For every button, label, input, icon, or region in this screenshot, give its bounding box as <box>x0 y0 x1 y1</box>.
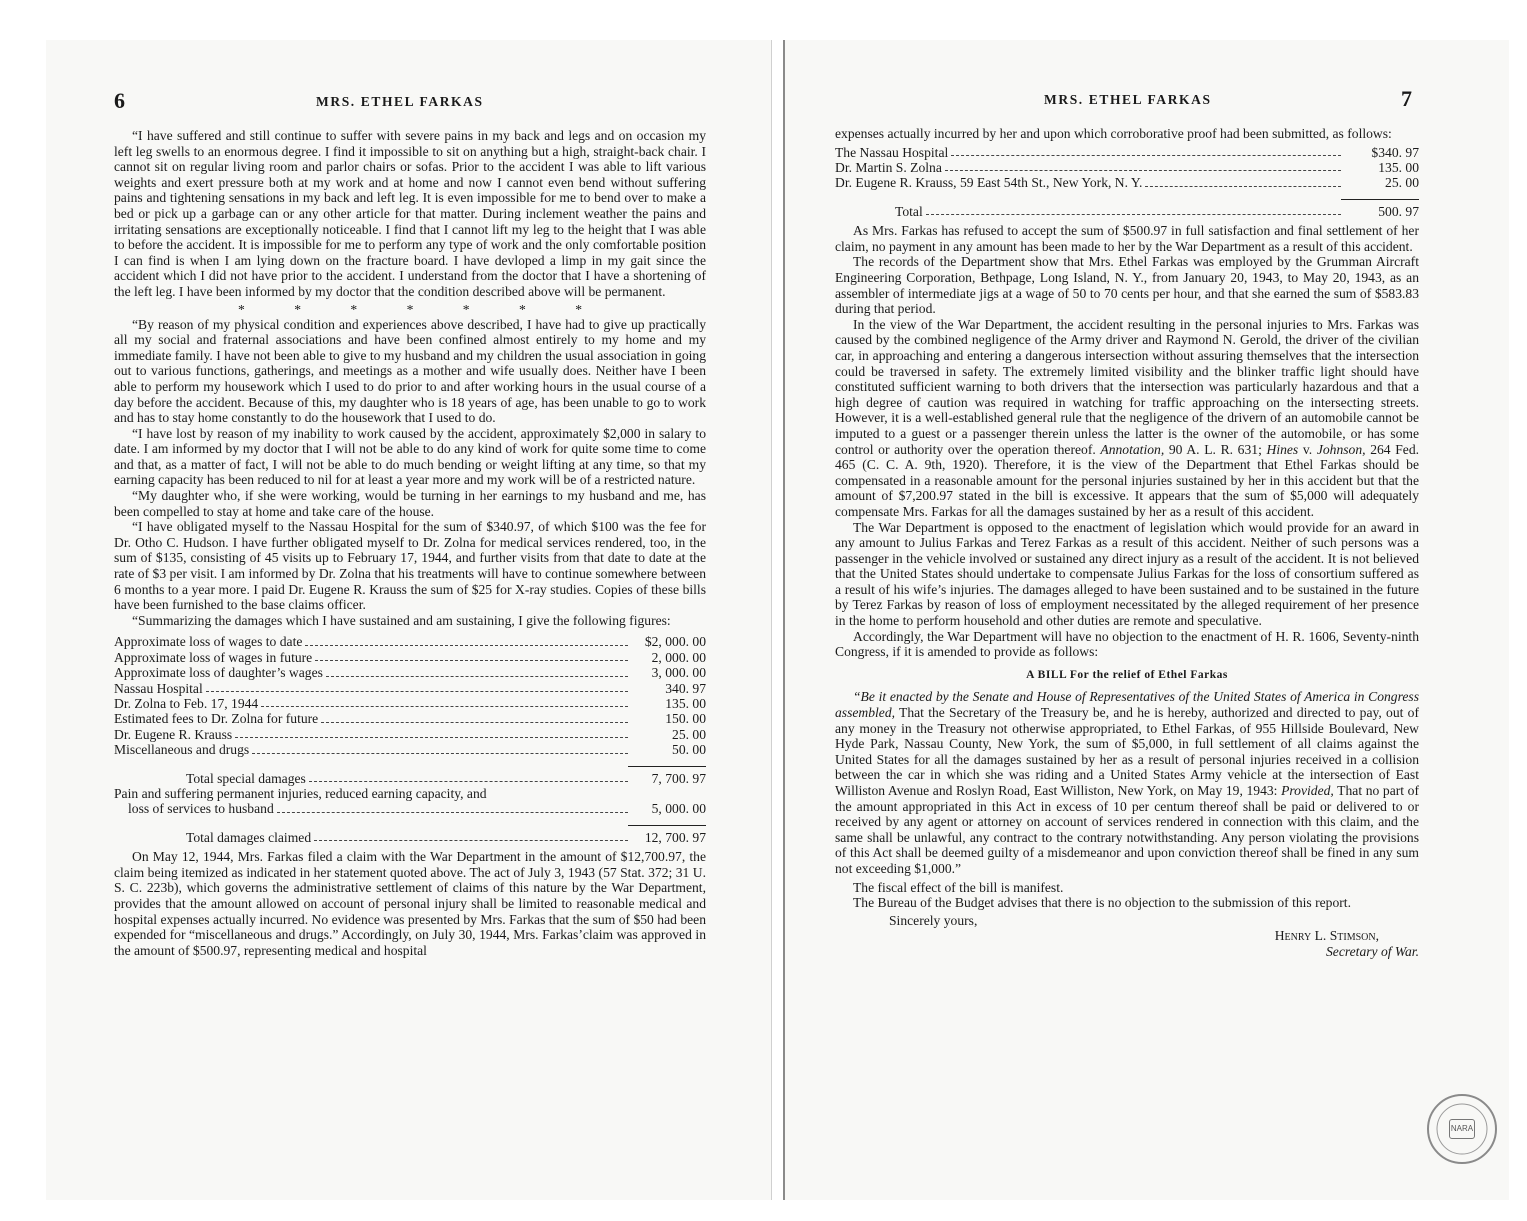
left-paragraphs-b <box>114 317 706 629</box>
damages-row <box>114 650 706 665</box>
expenses-amount: $340. 97 <box>1371 144 1419 160</box>
expenses-amount: 25. 00 <box>1385 175 1419 191</box>
text-run: That no part of the amount appropriated in this Act in excess of 10 per centum thereof shall be paid or delivered to or received by any agent or attorney on account of services rendered in connection with this claim, and the same shall be unlawful, any contract to the contrary notwithstanding. Any person violating the provisions of this Act shall be deemed guilty of a misdemeanor and upon conviction thereof shall be fined in any sum not exceeding $1,000.” <box>835 783 1420 876</box>
expenses-total-row <box>835 199 1419 219</box>
expenses-row <box>835 145 1419 160</box>
expenses-total-label: Total <box>895 203 923 219</box>
paragraph: On May 12, 1944, Mrs. Farkas filed a claim with the War Department in the amount of $12,700.97, the claim being itemized as indicated in her statement quoted above. The act of July 3, 1943 (57 Stat. 372; 31 U. S. C. 223b), which governs the administrative settlement of claims of this nature by the War Department, provides that the amount allowed on account of personal injury shall be limited to reasonable medical and hospital expenses actually incurred. No evidence was presented by Mrs. Farkas that the sum of $50 had been expended for “miscellaneous and drugs.” Accordingly, on July 30, 1944, Mrs. Farkas’claim was approved in the amount of $500.97, representing medical and hospital <box>114 849 706 958</box>
damages-amount: 135. 00 <box>665 696 706 712</box>
damages-amount: $2, 000. 00 <box>644 634 706 650</box>
damages-label: Dr. Zolna to Feb. 17, 1944 <box>114 696 259 712</box>
paragraph: As Mrs. Farkas has refused to accept the sum of $500.97 in full satisfaction and final settlement of her claim, no payment in any amount has been made to her by the War Department as a result of this accident. <box>835 223 1419 254</box>
paragraph: “My daughter who, if she were working, would be turning in her earnings to my husband and me, has been compelled to stay at home and take care of the house. <box>114 488 706 519</box>
paragraph: The fiscal effect of the bill is manifest. <box>853 879 1064 895</box>
total-special-row <box>114 766 706 786</box>
book-gutter <box>772 40 783 1200</box>
damages-amount: 50. 00 <box>672 742 706 758</box>
paragraph: Accordingly, the War Department will have no objection to the enactment of H. R. 1606, Seventy-ninth Congress, if it is amended to provide as follows: <box>835 628 1419 660</box>
paragraph: The records of the Department show that Mrs. Ethel Farkas was employed by the Grumman Aircraft Engineering Corporation, Bethpage, Long Island, N. Y., from January 20, 1943, to May 20, 1943, as an assembler of intermediate jigs at a wage of 50 to 70 cents per hour, and that she earned the sum of $583.83 during that period. <box>835 254 1419 317</box>
damages-label: Nassau Hospital <box>114 680 203 696</box>
right-paragraphs-c <box>835 880 1419 911</box>
paragraph: expenses actually incurred by her and upon which corroborative proof had been submitted, as follows: <box>835 126 1392 141</box>
damages-row <box>114 634 706 649</box>
total-special-label: Total special damages <box>186 770 306 786</box>
damages-label: Approximate loss of daughter’s wages <box>114 665 323 681</box>
page-number-left: 6 <box>114 88 125 113</box>
expenses-label: Dr. Martin S. Zolna <box>835 160 942 175</box>
damages-row <box>114 742 706 757</box>
library-stamp <box>1427 1094 1497 1164</box>
text-run: That the Secretary of the Treasury be, and he is hereby, authorized and directed to pay, out of any money in the Treasury not otherwise appropriated, to Ethel Farkas, of 955 Hillside Boulevard, New Hyde Park, Nassau County, New York, the sum of $5,000, in full settlement of all claims against the United States for all the damages sustained by her as a result of personal injuries received in a collision between the car in which she was riding and a United States Army vehicle at the intersection of East Williston Avenue and Roslyn Road, East Williston, New York, on May 19, 1943: <box>835 705 1419 798</box>
expenses-row <box>835 175 1419 190</box>
damages-amount: 340. 97 <box>665 680 706 696</box>
right-paragraphs-b <box>835 520 1419 660</box>
pain-label-2: loss of services to husband <box>128 801 274 817</box>
paragraph: The Bureau of the Budget advises that there is no objection to the submission of this report. <box>853 895 1351 911</box>
total-claimed-label: Total damages claimed <box>186 829 312 845</box>
negligence-paragraph <box>835 317 1419 520</box>
expenses-total-amount: 500. 97 <box>1341 199 1419 219</box>
paragraph: “I have lost by reason of my inability to work caused by the accident, approximately $2,000 in salary to date. I am informed by my doctor that I will not be able to do any kind of work for quite some time to come and that, as a matter of fact, I will not be able to do much bending or weight lifting at any time, so that my earning capacity has been reduced to nil for at least a year more and my work will be of a restricted nature. <box>114 425 706 488</box>
text-run: 90 A. L. R. 631; <box>1164 441 1267 457</box>
text-run: 264 Fed. 465 (C. C. A. 9th, 1920). Therefore, it is the view of the Department that Ethel Farkas should be compensated in a reasonable amount for the personal injuries sustained by her in this accident but that the amount of $7,200.97 stated in the bill is excessive. It appears that the sum of $5,000 will adequately compensate Mrs. Farkas for all the damages sustained by her as a result of this accident. <box>835 441 1420 519</box>
expenses-label: Dr. Eugene R. Krauss, 59 East 54th St., New York, N. Y. <box>835 175 1143 191</box>
damages-amount: 25. 00 <box>672 726 706 742</box>
page-number-right: 7 <box>1401 86 1412 111</box>
expenses-amount: 135. 00 <box>1378 160 1419 175</box>
signer-title: Secretary of War. <box>1325 943 1419 959</box>
signer-name: Henry L. Stimson, <box>1274 928 1379 944</box>
expenses-label: The Nassau Hospital <box>835 144 949 160</box>
expenses-row <box>835 160 1419 175</box>
damages-row <box>114 696 706 711</box>
damages-row <box>114 711 706 726</box>
paragraph: “Summarizing the damages which I have sustained and am sustaining, I give the following figures: <box>132 612 671 628</box>
damages-table <box>114 634 706 845</box>
running-head-left: MRS. ETHEL FARKAS <box>316 94 484 109</box>
total-claimed-row <box>114 825 706 845</box>
text-run: In the view of the War Department, the accident resulting in the personal injuries to Mrs. Farkas was caused by the combined negligence of the Army driver and Raymond N. Gerold, the driver of the civilian car, in approaching and entering a dangerous intersection without assuring themselves that the intersection could be traversed in safety. The extremely limited visibility and the blinker traffic light should have constituted sufficient warning to both drivers that the intersection was particularly hazardous and that a high degree of caution was required in watching for traffic approaching on the intersecting streets. However, it is a well-established general rule that the negligence of the drivern of an automobile cannot be imputed to a guest or a passenger therein unless the latter is the owner of the automobile, or has some control or authority over the operation thereof. <box>835 316 1419 457</box>
damages-amount: 3, 000. 00 <box>651 665 706 681</box>
pain-row-2 <box>114 801 706 816</box>
closing: Sincerely yours, <box>889 912 978 928</box>
text-run: Hines <box>1266 441 1299 457</box>
text-run: Annotation, <box>1100 441 1165 457</box>
left-paragraphs-a <box>114 128 706 300</box>
ellipsis-stars: * * * * * * * <box>238 301 582 317</box>
text-run: Provided, <box>1281 783 1334 798</box>
bill-heading: A BILL For the relief of Ethel Farkas <box>1026 668 1228 681</box>
right-paragraphs-a <box>835 223 1419 317</box>
damages-label: Approximate loss of wages in future <box>114 649 313 665</box>
running-head-right: MRS. ETHEL FARKAS <box>1044 92 1212 107</box>
paragraph: The War Department is opposed to the enactment of legislation which would provide for an award in any amount to Julius Farkas and Terez Farkas as a result of this accident. Neither of such persons was a passenger in the vehicle involved or sustained any direct injury as a result of the accident. It is not believed that the United States should undertake to compensate Julius Farkas for the loss of consortium suffered as a result of his wife’s injuries. The damages alleged to have been sustained and to be sustained in the future by Terez Farkas by reason of loss of employment necessitated by the alleged requirement of her presence in the home to perform household and other duties are remote and speculative. <box>835 519 1419 629</box>
text-run: Johnson, <box>1316 441 1366 457</box>
text-run: “Be it enacted by the Senate and House of Representatives of the United States of America in Congress assembled, <box>835 689 1419 721</box>
total-claimed-amount: 12, 700. 97 <box>628 825 706 845</box>
paragraph: “I have suffered and still continue to suffer with severe pains in my back and legs and on occasion my left leg swells to an enormous degree. I find it impossible to sit on anything but a high, straight-back chair. I cannot sit on regular living room and parlor chairs or sofas. Prior to the accident I was able to lift various weights and exert pressure both at my work and at home and now I cannot even bend without suffering pains and tightening sensations in my back and left leg. It is even impossible for me to bend over to make a bed or pick up a garbage can or any other article for that matter. During inclement weather the pains and irritating sensations are exceptionally noticeable. I find that I cannot lift my leg to the height that I was able to before the accident. It is impossible for me to perform any type of work and the only comfortable position I can find is when I am lying down on the fracture board. I have devloped a limp in my gait since the accident which I did not have prior to the accident. I understand from the doctor that I have a shortening of the left leg. I have been informed by my doctor that the condition described above will be permanent. <box>114 128 706 299</box>
left-paragraphs-c <box>114 849 706 958</box>
damages-label: Approximate loss of wages to date <box>114 634 303 650</box>
pain-row-1 <box>114 786 706 801</box>
damages-label: Miscellaneous and drugs <box>114 742 250 758</box>
paragraph: “I have obligated myself to the Nassau Hospital for the sum of $340.97, of which $100 was the fee for Dr. Otho C. Hudson. I have further obligated myself to Dr. Zolna for medical services rendered, too, in the sum of $135, consisting of 45 visits up to February 17, 1944, and further visits from that date to date at the rate of $3 per visit. I am informed by Dr. Zolna that his treatments will have to continue somewhere between 6 months to a year more. I paid Dr. Eugene R. Krauss the sum of $25 for X-ray studies. Copies of these bills have been furnished to the base claims officer. <box>114 519 706 613</box>
total-special-amount: 7, 700. 97 <box>628 766 706 786</box>
damages-label: Estimated fees to Dr. Zolna for future <box>114 711 319 727</box>
paragraph: “By reason of my physical condition and experiences above described, I have had to give up practically all my social and fraternal associations and have been confined almost entirely to my home and my immediate family. I have not been able to give to my husband and my children the usual association in going out to various functions, gatherings, and meetings as a mother and wife usually does. Neither have I been able to perform my housework which I used to do prior to and after working hours in the usual course of a day before the accident. Because of this, my daughter who is 18 years of age, has been unable to go to work and has to stay home constantly to do the housework that I used to do. <box>114 316 706 426</box>
damages-row <box>114 727 706 742</box>
expenses-table <box>835 145 1419 220</box>
damages-amount: 150. 00 <box>665 711 706 727</box>
pain-label-1: Pain and suffering permanent injuries, reduced earning capacity, and <box>114 786 487 802</box>
right-text-column <box>835 126 1419 960</box>
stamp-label: NARA <box>1449 1119 1475 1139</box>
damages-row <box>114 681 706 696</box>
left-text-column <box>114 128 706 958</box>
damages-row <box>114 665 706 680</box>
bill-text <box>835 689 1419 876</box>
pain-amount: 5, 000. 00 <box>651 801 706 817</box>
text-run: v. <box>1298 441 1317 457</box>
damages-amount: 2, 000. 00 <box>651 649 706 665</box>
damages-label: Dr. Eugene R. Krauss <box>114 726 233 742</box>
